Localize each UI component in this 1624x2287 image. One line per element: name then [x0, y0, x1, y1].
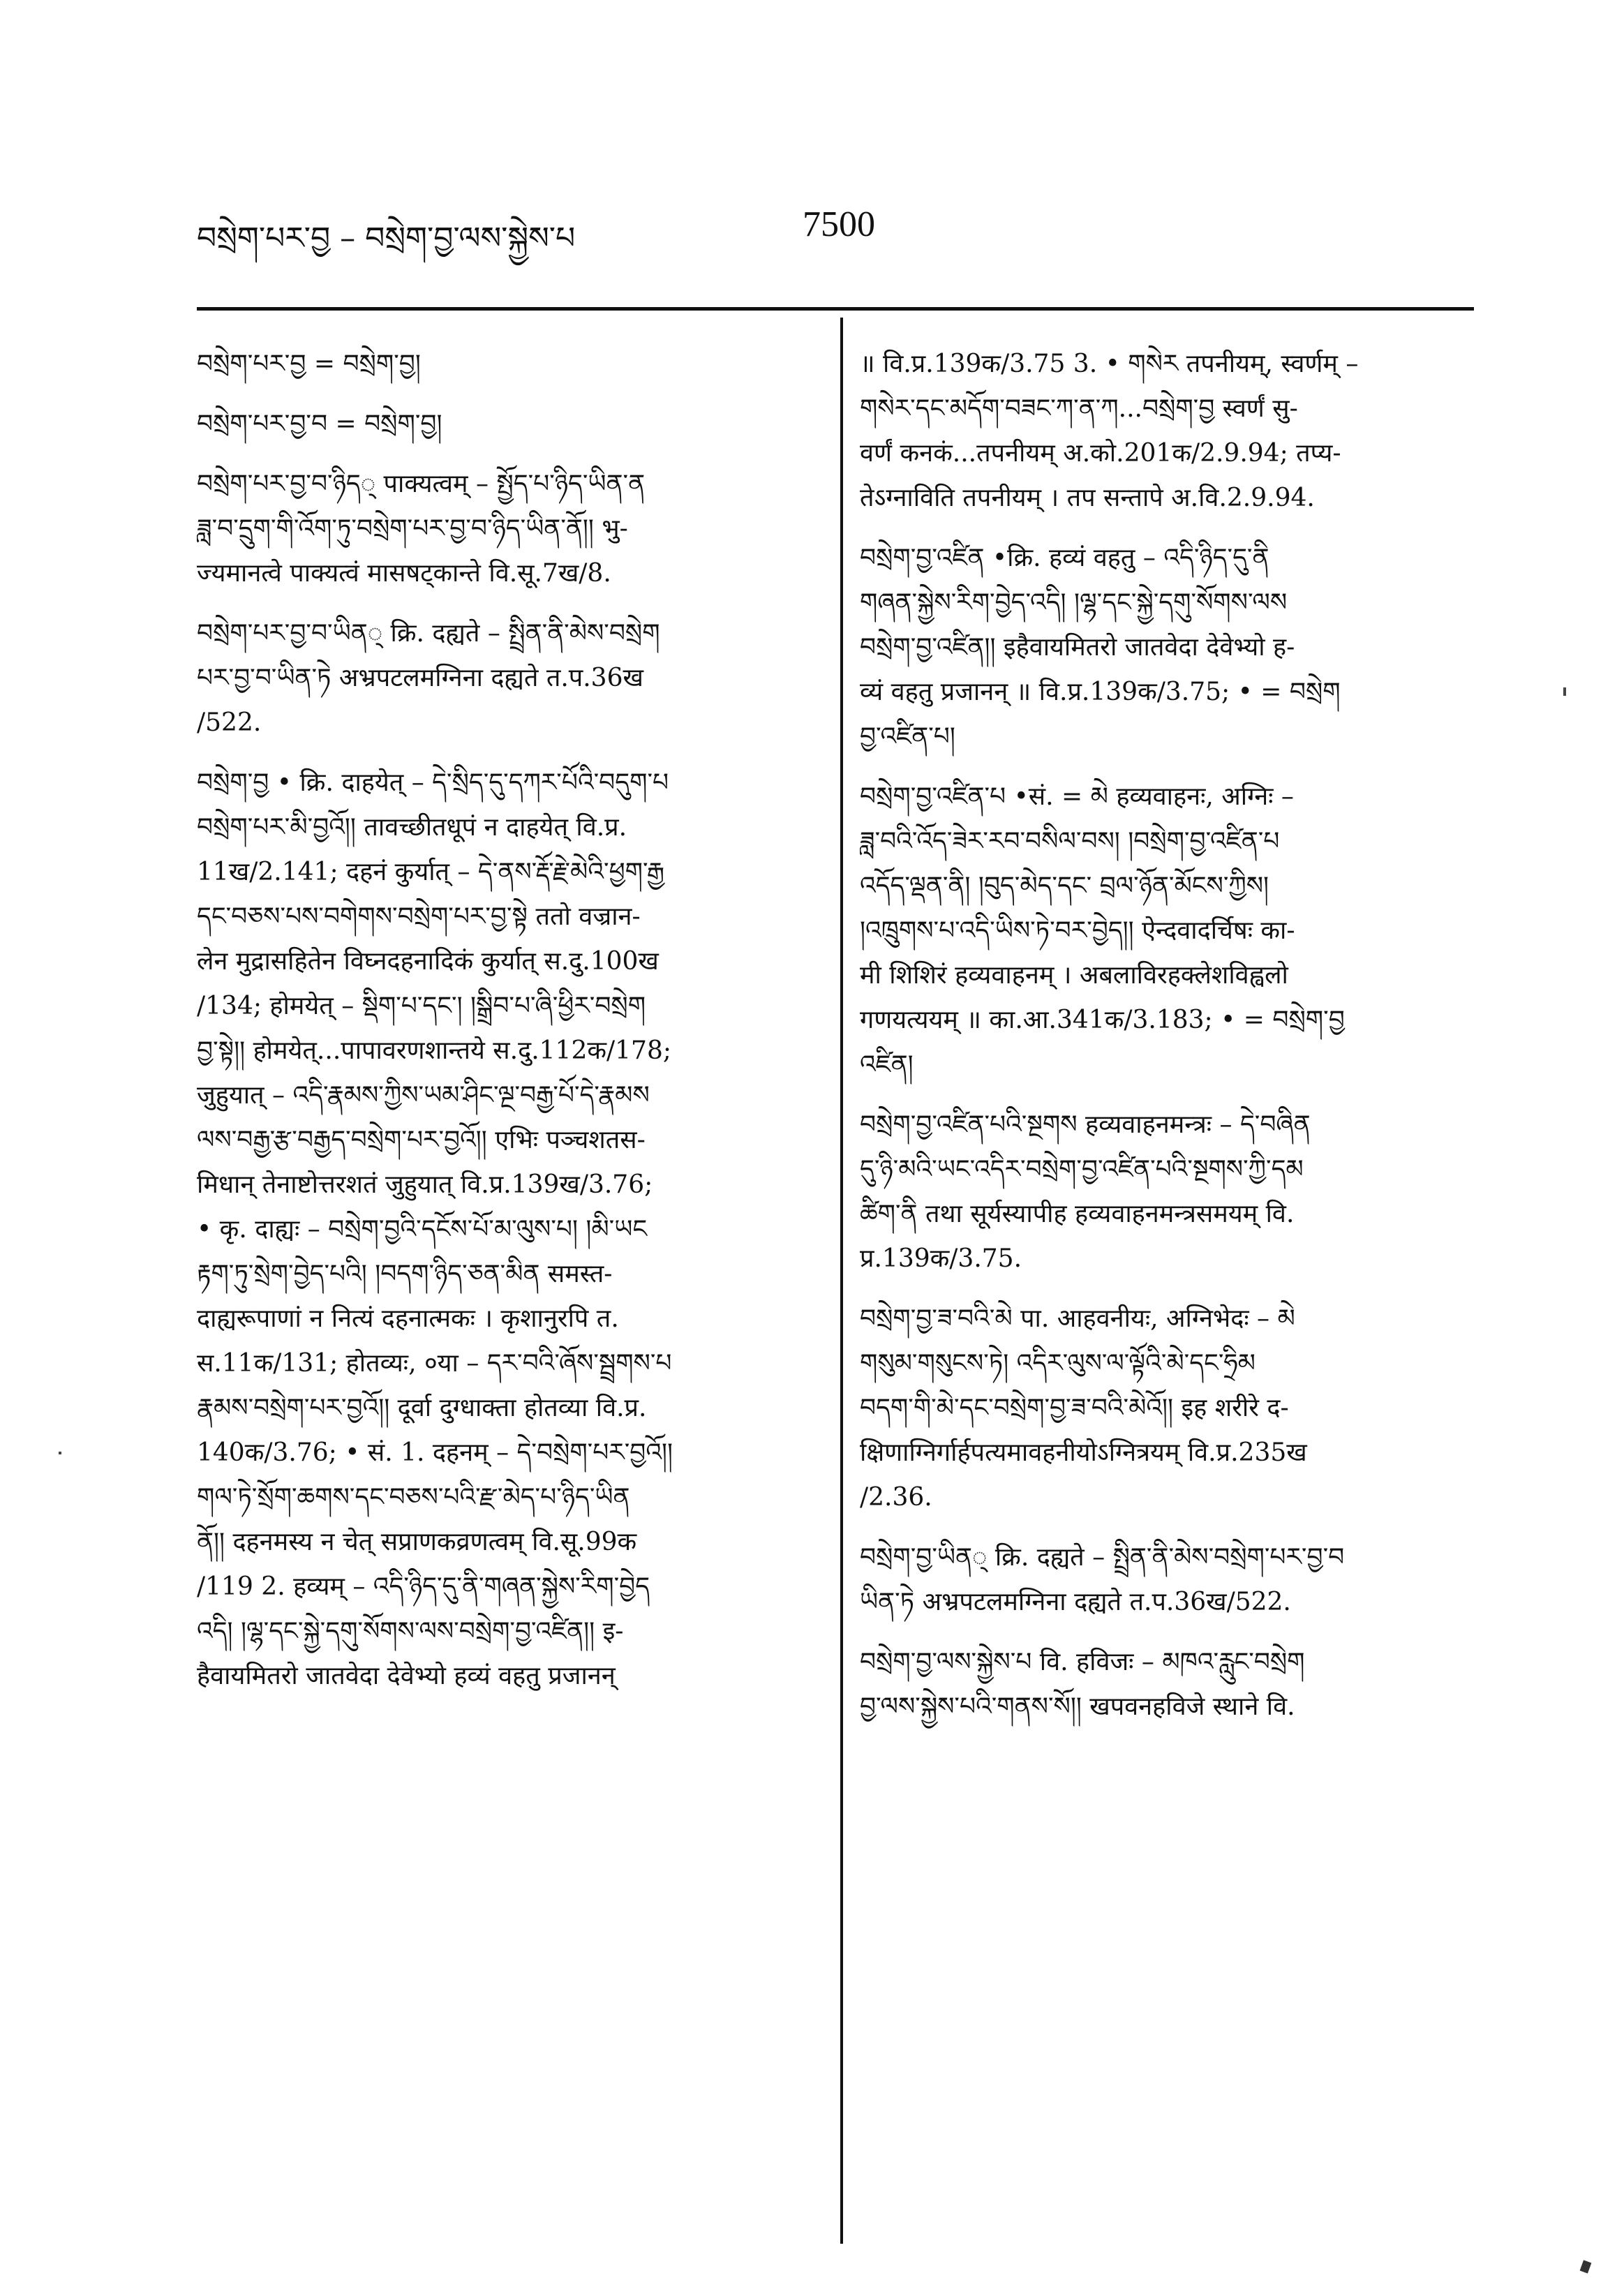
entry-line: 11ख/2.141; दहनं कुर्यात् – དེ་ནས་རྡོ་རྗེ་མེའི་ཕྱག་རྒྱ	[197, 858, 665, 886]
entry-line: ཡིན་ཏེ अभ्रपटलमग्निना दह्यते त.प.36ख/522.	[860, 1588, 1291, 1616]
entry-line: ཚིག་ནི तथा सूर्यस्यापीह हव्यवाहनमन्त्रसमयम् वि.	[860, 1200, 1295, 1228]
entry-headword-line: བསྲེག་བྱ་ལས་སྐྱེས་པ वि. हविजः – མཁའ་རླུང་བསྲེག	[860, 1648, 1305, 1676]
entry-headword-line: བསྲེག་བྱ་འཛིན་པའི་སྔགས हव्यवाहनमन्त्रः – དེ་བཞིན	[860, 1110, 1311, 1139]
entry-line: འདི། །ལྷ་དང་སྐྱེ་དགུ་སོགས་ལས་བསྲེག་བྱ་འཛིན།། इ-	[197, 1617, 624, 1646]
entry-line: दाह्यरूपाणां न नित्यं दहनात्मकः । कृशानुरपि त.	[197, 1304, 619, 1333]
entry-line: ཟླ་བའི་འོད་ཟེར་རབ་བསིལ་བས། །བསྲེག་བྱ་འཛིན་པ	[860, 827, 1280, 856]
entry-line: བདག་གི་མེ་དང་བསྲེག་བྱ་ཟ་བའི་མེའོ།། इह शरीरे द-	[860, 1394, 1289, 1422]
entry-line: /522.	[197, 708, 262, 737]
header-rule	[197, 307, 1474, 311]
scan-speck	[1563, 687, 1566, 696]
entry-headword-line: བསྲེག་བྱ་འཛིན་པ •सं. = མེ हव्यवाहनः, अग्निः –	[860, 782, 1294, 811]
dictionary-entry	[860, 1640, 1474, 1729]
entry-line: मी शिशिरं हव्यवाहनम् । अबलाविरहक्लेशविह्वलो	[860, 961, 1288, 990]
entry-line: हैवायमितरो जातवेदा देवेभ्यो हव्यं वहतु प्रजानन्	[197, 1662, 616, 1690]
dictionary-entry	[197, 402, 811, 447]
entry-line: मिधान् तेनाष्टोत्तरशतं जुहुयात् वि.प्र.139ख/3.76;	[197, 1170, 653, 1199]
entry-line: 140क/3.76; • सं. 1. दहनम् – དེ་བསྲེག་པར་བྱའོ།།	[197, 1438, 673, 1467]
dictionary-entry	[197, 611, 811, 745]
entry-line: དུ་ཉི་མའི་ཡང་འདིར་བསྲེག་བྱ་འཛིན་པའི་སྔགས་ཀྱི་དམ	[860, 1155, 1304, 1184]
left-column	[197, 342, 811, 1714]
entry-headword-line: བསྲེག་པར་བྱ = བསྲེག་བྱ།	[197, 350, 421, 378]
right-column	[860, 342, 1474, 1745]
entry-line: गणयत्ययम् ॥ का.आ.341क/3.183; • = བསྲེག་བྱ	[860, 1006, 1345, 1034]
entry-headword-line: བསྲེག་པར་བྱ་བ་ཡིན् क्रि. दह्यते – སྤྲིན་ནི་མེས་བསྲེག	[197, 619, 660, 648]
dictionary-entry	[860, 775, 1474, 1087]
entry-line: ནོ།། दहनमस्य न चेत् सप्राणकव्रणत्वम् वि.सू.99क	[197, 1528, 637, 1556]
entry-line: དང་བཅས་པས་བགེགས་བསྲེག་པར་བྱ་སྟེ ततो वज्रान-	[197, 902, 641, 931]
entry-line: གལ་ཏེ་སྲོག་ཆགས་དང་བཅས་པའི་རྫ་མེད་པ་ཉིད་ཡིན	[197, 1483, 630, 1512]
entry-line: लेन मुद्रासहितेन विघ्नदहनादिकं कुर्यात् स.दु.100ख	[197, 947, 659, 976]
entry-headword-line: བསྲེག་བྱ་འཛིན •क्रि. हव्यं वहतु – འདི་ཉིད་དུ་ནི	[860, 544, 1269, 572]
entry-line: བསྲེག་བྱ་འཛིན།། इहैवायमितरो जातवेदा देवेभ्यो ह-	[860, 633, 1295, 662]
entry-line: རྣམས་བསྲེག་པར་བྱའོ།། दूर्वा दुग्धाक्ता होतव्या वि.प्र.	[197, 1394, 647, 1422]
entry-line: वर्णं कनकं...तपनीयम् अ.को.201क/2.9.94; तप्य-	[860, 439, 1341, 468]
dictionary-entry	[197, 342, 811, 387]
entry-headword-line: བསྲེག་བྱ་ཡིན् क्रि. दह्यते – སྤྲིན་ནི་མེས་བསྲེག་པར་བྱ་བ	[860, 1543, 1345, 1572]
running-header: བསྲེག་པར་བྱ – བསྲེག་བྱ་ལས་སྐྱེས་པ	[197, 221, 576, 256]
entry-line: འདོད་ལྡན་ནི། །བུད་མེད་དང་ བྲལ་ཉོན་མོངས་ཀྱིས།	[860, 872, 1269, 900]
entry-headword-line: བསྲེག་བྱ • क्रि. दाहयेत् – དེ་སྲིད་དུ་དཀར་པོའི་བདུག་པ	[197, 768, 669, 797]
entry-line: प्र.139क/3.75.	[860, 1244, 1022, 1273]
entry-line: བྱ་སྟེ།། होमयेत्...पापावरणशान्तये स.दु.112क/178;	[197, 1036, 671, 1065]
dictionary-entry	[860, 1103, 1474, 1281]
entry-line: པར་བྱ་བ་ཡིན་ཏེ अभ्रपटलमग्निना दह्यते त.प.36ख	[197, 664, 643, 692]
entry-line: གསེར་དང་མདོག་བཟང་ཀ་ན་ཀ...བསྲེག་བྱ स्वर्णं सु-	[860, 394, 1298, 423]
entry-line: • कृ. दाह्यः – བསྲེག་བྱའི་དངོས་པོ་མ་ལུས་པ། །མི་ཡང	[197, 1215, 648, 1244]
entry-line: ज्यमानत्वे पाक्यत्वं मासषट्कान्ते वि.सू.7ख/8.	[197, 559, 611, 588]
entry-line: स.11क/131; होतव्यः, ०या – དར་བའི་ཞོས་སྦྲགས་པ	[197, 1349, 672, 1378]
entry-line: /2.36.	[860, 1483, 932, 1512]
entry-line: क्षिणाग्निर्गार्हपत्यमावहनीयोऽग्नित्रयम् वि.प्र.235ख	[860, 1438, 1307, 1467]
entry-line: བྱ་ལས་སྐྱེས་པའི་གནས་སོ།། खपवनहविजे स्थाने वि.	[860, 1692, 1295, 1721]
entry-line: ཟླ་བ་དྲུག་གི་འོག་ཏུ་བསྲེག་པར་བྱ་བ་ཉིད་ཡིན་ནོ།། भु-	[197, 514, 628, 543]
entry-line: བསྲེག་པར་མི་བྱའོ།། तावच्छीतधूपं न दाहयेत् वि.प्र.	[197, 813, 627, 842]
dictionary-entry	[197, 761, 811, 1699]
entry-line: व्यं वहतु प्रजानन् ॥ वि.प्र.139क/3.75; • = བསྲེག	[860, 678, 1341, 706]
entry-line: རྟག་ཏུ་སྲེག་བྱེད་པའི། །བདག་ཉིད་ཅན་མིན समस्त-	[197, 1260, 613, 1288]
entry-line: གསུམ་གསུངས་ཏེ། འདིར་ལུས་ལ་ལྟོའི་མེ་དང་ཧྲིམ	[860, 1349, 1256, 1378]
dictionary-entry	[860, 342, 1474, 521]
dictionary-entry	[860, 536, 1474, 759]
entry-headword-line: བསྲེག་པར་བྱ་བ = བསྲེག་བྱ།	[197, 410, 442, 438]
page-number: 7500	[803, 204, 875, 244]
entry-headword-line: བསྲེག་པར་བྱ་བ་ཉིད् पाक्यत्वम् – སྤྱོད་པ་ཉིད་ཡིན་ན	[197, 470, 646, 498]
entry-line: जुहुयात् – འདི་རྣམས་ཀྱིས་ཡམ་ཤིང་ལྔ་བརྒྱ་པོ་དེ་རྣམས	[197, 1081, 650, 1110]
entry-headword-line: བསྲེག་བྱ་ཟ་བའི་མེ पा. आहवनीयः, अग्निभेदः – མེ	[860, 1304, 1295, 1333]
scan-speck	[59, 1452, 61, 1454]
entry-line: བྱ་འཛིན་པ།	[860, 722, 955, 751]
dictionary-entry	[197, 462, 811, 596]
column-divider	[840, 318, 843, 2244]
entry-headword-line: ॥ वि.प्र.139क/3.75 3. • གསེར तपनीयम्, स्वर्णम् –	[860, 350, 1359, 378]
entry-line: तेऽग्नाविति तपनीयम् । तप सन्तापे अ.वि.2.9.94.	[860, 484, 1315, 512]
entry-line: །འཁྲུགས་པ་འདི་ཡིས་ཏེ་བར་བྱེད།། ऐन्दवादर्चिषः का-	[860, 916, 1295, 945]
dictionary-entry	[860, 1535, 1474, 1625]
dictionary-entry	[860, 1297, 1474, 1520]
entry-line: འཛིན།	[860, 1050, 914, 1079]
entry-line: /134; होमयेत् – སྡིག་པ་དང་། །སྒྲིབ་པ་ཞི་ཕྱིར་བསྲེག	[197, 992, 646, 1020]
entry-line: གཞན་སྐྱེས་རིག་བྱེད་འདི། །ལྷ་དང་སྐྱེ་དགུ་སོགས་ལས	[860, 588, 1288, 617]
scan-mark	[1580, 2260, 1592, 2273]
entry-line: ལས་བརྒྱ་རྩ་བརྒྱད་བསྲེག་པར་བྱའོ།། एभिः पञ्चशतस-	[197, 1126, 646, 1154]
entry-line: /119 2. हव्यम् – འདི་ཉིད་དུ་ནི་གཞན་སྐྱེས་རིག་བྱེད	[197, 1572, 650, 1601]
